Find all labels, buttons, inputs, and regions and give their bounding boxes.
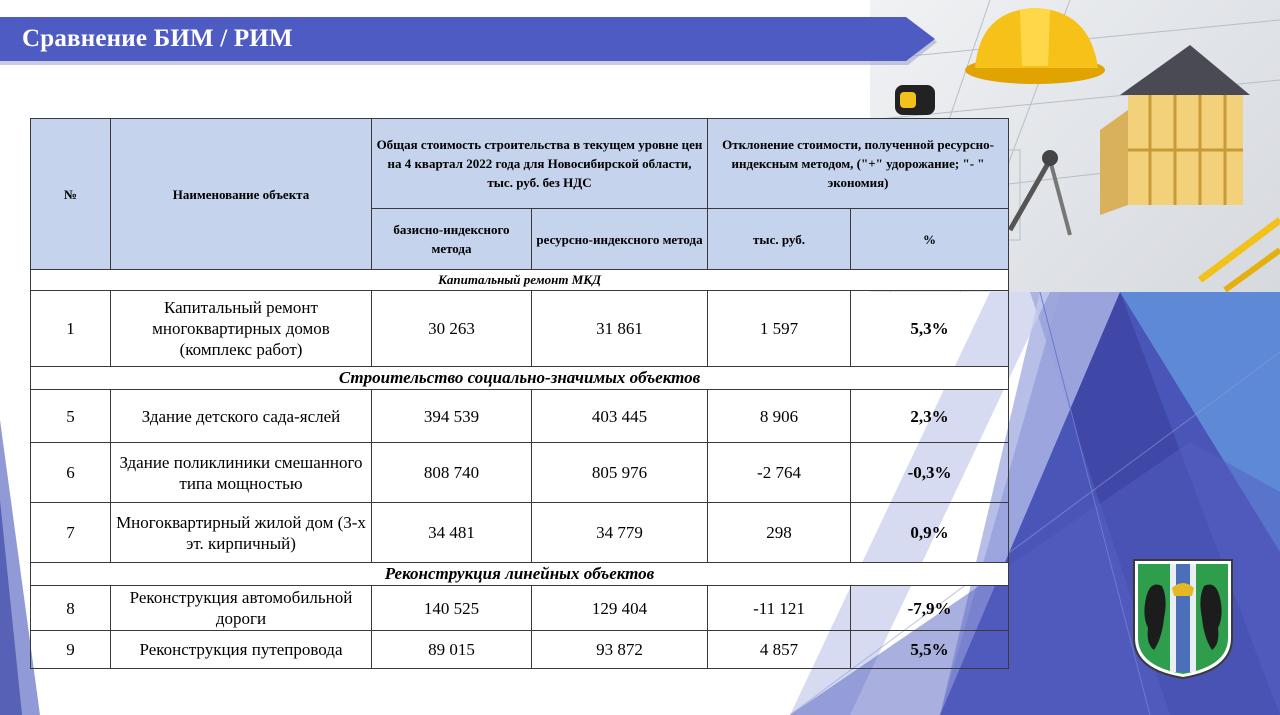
- row-object-name: Капитальный ремонт многоквартирных домов (комплекс работ): [111, 291, 372, 367]
- row-base-cost: 140 525: [372, 586, 532, 631]
- table-row: [31, 503, 1009, 563]
- row-diff-percent: 5,3%: [851, 291, 1009, 367]
- row-diff-rub: -2 764: [708, 443, 851, 503]
- section-row: [31, 367, 1009, 390]
- slide-title: Сравнение БИМ / РИМ: [22, 25, 293, 52]
- header-base-index-method: базисно-индексного метода: [372, 209, 532, 270]
- row-diff-percent: -0,3%: [851, 443, 1009, 503]
- header-construction-cost: Общая стоимость строительства в текущем уровне цен на 4 квартал 2022 года для Новосибирской области, тыс. руб. без НДС: [372, 119, 708, 209]
- section-title: Капитальный ремонт МКД: [31, 270, 1009, 291]
- row-resource-cost: 129 404: [532, 586, 708, 631]
- row-number: 7: [31, 503, 111, 563]
- header-thousand-rub: тыс. руб.: [708, 209, 851, 270]
- row-diff-percent: 5,5%: [851, 631, 1009, 669]
- row-number: 6: [31, 443, 111, 503]
- row-diff-percent: 2,3%: [851, 390, 1009, 443]
- table-row: [31, 291, 1009, 367]
- row-resource-cost: 34 779: [532, 503, 708, 563]
- row-resource-cost: 805 976: [532, 443, 708, 503]
- row-number: 8: [31, 586, 111, 631]
- row-object-name: Здание поликлиники смешанного типа мощностью: [111, 443, 372, 503]
- row-object-name: Реконструкция путепровода: [111, 631, 372, 669]
- row-diff-rub: 298: [708, 503, 851, 563]
- row-object-name: Здание детского сада-яслей: [111, 390, 372, 443]
- row-resource-cost: 93 872: [532, 631, 708, 669]
- row-base-cost: 89 015: [372, 631, 532, 669]
- header-percent: %: [851, 209, 1009, 270]
- header-number: №: [31, 119, 111, 270]
- table-row: [31, 390, 1009, 443]
- row-number: 9: [31, 631, 111, 669]
- table-row: [31, 443, 1009, 503]
- table-row: [31, 586, 1009, 631]
- row-diff-percent: -7,9%: [851, 586, 1009, 631]
- row-object-name: Реконструкция автомобильной дороги: [111, 586, 372, 631]
- row-diff-rub: 4 857: [708, 631, 851, 669]
- row-base-cost: 30 263: [372, 291, 532, 367]
- row-base-cost: 394 539: [372, 390, 532, 443]
- row-diff-rub: -11 121: [708, 586, 851, 631]
- row-base-cost: 808 740: [372, 443, 532, 503]
- section-title: Реконструкция линейных объектов: [31, 563, 1009, 586]
- row-number: 5: [31, 390, 111, 443]
- section-row: [31, 563, 1009, 586]
- header-resource-index-method: ресурсно-индексного метода: [532, 209, 708, 270]
- row-base-cost: 34 481: [372, 503, 532, 563]
- row-object-name: Многоквартирный жилой дом (3-х эт. кирпичный): [111, 503, 372, 563]
- row-diff-rub: 1 597: [708, 291, 851, 367]
- header-cost-deviation: Отклонение стоимости, полученной ресурсно-индексным методом, ("+" удорожание; "- " экономия): [708, 119, 1009, 209]
- section-row: [31, 270, 1009, 291]
- row-diff-percent: 0,9%: [851, 503, 1009, 563]
- section-title: Строительство социально-значимых объектов: [31, 367, 1009, 390]
- header-object-name: Наименование объекта: [111, 119, 372, 270]
- row-resource-cost: 31 861: [532, 291, 708, 367]
- row-number: 1: [31, 291, 111, 367]
- row-diff-rub: 8 906: [708, 390, 851, 443]
- novosibirsk-region-coat-of-arms-icon: [1132, 558, 1234, 680]
- comparison-table: [30, 118, 1009, 669]
- row-resource-cost: 403 445: [532, 390, 708, 443]
- table-row: [31, 631, 1009, 669]
